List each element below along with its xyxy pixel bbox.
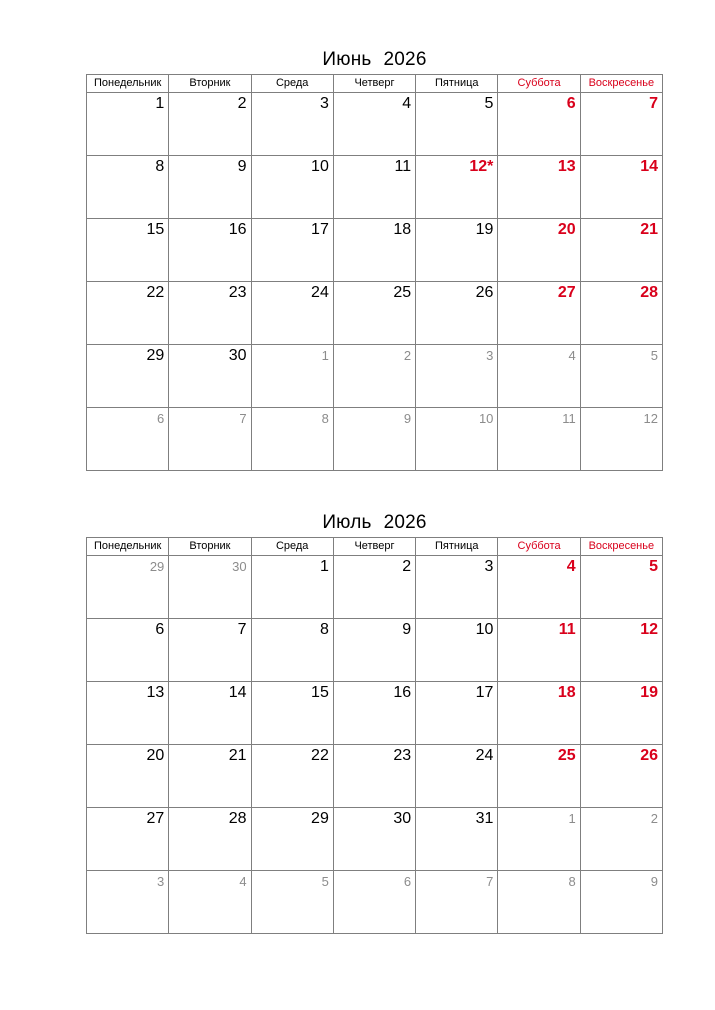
weekend-day-number: 12* [469,158,494,175]
weekend-day-number: 26 [640,747,658,764]
other-month-day-number: 1 [321,348,329,363]
day-number: 10 [311,158,329,175]
day-cell [498,745,580,808]
weekend-day-number: 11 [558,621,576,638]
calendar-month-july [86,509,663,934]
day-number: 22 [311,747,329,764]
other-month-day-number: 7 [486,874,494,889]
week-row [87,282,663,345]
day-number: 29 [311,810,329,827]
weekday-header-row [87,75,663,93]
day-number: 15 [146,221,165,238]
day-cell [251,93,333,156]
day-cell [87,408,169,471]
day-cell [333,345,415,408]
day-number: 13 [146,684,165,701]
day-number: 4 [402,95,412,112]
day-cell [333,93,415,156]
day-cell [498,408,580,471]
day-cell [251,808,333,871]
day-cell [416,619,498,682]
day-number: 24 [311,284,329,301]
weekend-day-number: 5 [649,558,658,575]
day-cell [580,682,662,745]
day-number: 17 [475,684,494,701]
day-cell [251,408,333,471]
month-name: Июнь [322,49,372,70]
day-number: 24 [475,747,494,764]
day-number: 25 [393,284,412,301]
day-number: 23 [393,747,412,764]
day-cell [333,156,415,219]
day-cell [333,682,415,745]
weekend-day-number: 28 [640,284,658,301]
weekend-day-number: 18 [557,684,576,701]
week-row [87,219,663,282]
day-cell [333,408,415,471]
day-cell [87,345,169,408]
day-cell [251,556,333,619]
day-cell [498,619,580,682]
calendar-grid [86,74,663,471]
day-cell [87,93,169,156]
day-cell [87,156,169,219]
day-cell [498,219,580,282]
weekday-header-row [87,538,663,556]
day-cell [87,745,169,808]
other-month-day-number: 9 [403,411,412,426]
weekday-tuesday: Вторник [169,75,251,93]
day-cell [416,219,498,282]
day-cell [251,745,333,808]
day-cell [580,745,662,808]
day-number: 2 [402,558,412,575]
day-number: 21 [228,747,247,764]
day-cell [580,93,662,156]
other-month-day-number: 11 [562,411,576,426]
day-cell [333,282,415,345]
day-number: 26 [475,284,494,301]
calendar-month-june [86,46,663,471]
day-number: 10 [475,621,494,638]
day-cell [416,682,498,745]
day-number: 23 [228,284,247,301]
day-cell [169,93,251,156]
day-cell [498,808,580,871]
day-number: 16 [393,684,412,701]
weekend-day-number: 27 [557,284,576,301]
day-number: 16 [228,221,247,238]
day-number: 15 [311,684,329,701]
weekday-saturday: Суббота [498,75,580,93]
day-cell [580,556,662,619]
other-month-day-number: 4 [239,874,247,889]
day-cell [498,93,580,156]
weekday-wednesday: Среда [251,538,333,556]
weekend-day-number: 25 [557,747,576,764]
week-row [87,156,663,219]
month-name: Июль [322,512,372,533]
day-cell [580,282,662,345]
day-cell [416,556,498,619]
weekend-day-number: 21 [640,221,658,238]
day-cell [333,556,415,619]
week-row [87,345,663,408]
day-number: 3 [484,558,494,575]
other-month-day-number: 6 [403,874,412,889]
calendar-grid [86,537,663,934]
day-number: 7 [237,621,247,638]
weekday-friday: Пятница [416,75,498,93]
day-cell [580,408,662,471]
weekday-thursday: Четверг [333,75,415,93]
day-cell [169,282,251,345]
day-cell [498,156,580,219]
day-cell [580,619,662,682]
day-cell [251,345,333,408]
week-row [87,93,663,156]
weekday-sunday: Воскресенье [580,538,662,556]
day-cell [169,808,251,871]
day-cell [416,808,498,871]
weekday-sunday: Воскресенье [580,75,662,93]
weekend-day-number: 7 [649,95,658,112]
weekend-day-number: 19 [640,684,658,701]
day-cell [169,345,251,408]
other-month-day-number: 30 [232,559,247,574]
weekend-day-number: 4 [566,558,576,575]
other-month-day-number: 2 [403,348,412,363]
day-cell [169,556,251,619]
other-month-day-number: 4 [568,348,576,363]
day-cell [333,871,415,934]
week-row [87,745,663,808]
day-cell [580,871,662,934]
day-cell [251,619,333,682]
other-month-day-number: 10 [478,411,494,426]
day-number: 22 [146,284,165,301]
other-month-day-number: 9 [650,874,658,889]
day-cell [416,871,498,934]
day-number: 18 [393,221,412,238]
other-month-day-number: 5 [321,874,329,889]
other-month-day-number: 1 [568,811,576,826]
day-cell [169,745,251,808]
day-number: 8 [319,621,329,638]
day-number: 6 [155,621,165,638]
day-cell [87,808,169,871]
day-cell [251,219,333,282]
weekday-saturday: Суббота [498,538,580,556]
day-cell [87,282,169,345]
other-month-day-number: 12 [643,411,658,426]
day-cell [498,682,580,745]
day-cell [580,156,662,219]
day-cell [416,408,498,471]
day-cell [251,871,333,934]
weekend-day-number: 6 [566,95,576,112]
other-month-day-number: 8 [321,411,329,426]
month-year: 2026 [383,512,427,533]
weekday-monday: Понедельник [87,75,169,93]
day-number: 1 [319,558,329,575]
day-cell [169,408,251,471]
calendar-weeks [87,556,663,934]
weekday-friday: Пятница [416,538,498,556]
calendar-weeks [87,93,663,471]
day-cell [416,156,498,219]
day-number: 2 [237,95,247,112]
day-cell [87,682,169,745]
week-row [87,808,663,871]
day-cell [169,156,251,219]
weekend-day-number: 12 [640,621,658,638]
day-number: 3 [319,95,329,112]
day-cell [416,345,498,408]
weekend-day-number: 14 [640,158,658,175]
day-cell [87,619,169,682]
other-month-day-number: 7 [239,411,247,426]
other-month-day-number: 6 [157,411,165,426]
day-cell [333,808,415,871]
day-number: 27 [146,810,165,827]
day-cell [251,282,333,345]
day-number: 1 [155,95,165,112]
day-cell [169,682,251,745]
day-cell [416,93,498,156]
day-number: 31 [475,810,494,827]
other-month-day-number: 5 [650,348,658,363]
day-number: 28 [228,810,247,827]
day-number: 8 [155,158,165,175]
day-number: 9 [402,621,412,638]
day-cell [580,219,662,282]
day-cell [169,871,251,934]
day-cell [87,556,169,619]
day-cell [333,219,415,282]
day-cell [87,871,169,934]
day-cell [580,345,662,408]
weekend-day-number: 20 [557,221,576,238]
day-cell [498,282,580,345]
other-month-day-number: 29 [149,559,165,574]
week-row [87,682,663,745]
day-number: 5 [484,95,494,112]
day-number: 14 [228,684,247,701]
day-number: 20 [146,747,165,764]
week-row [87,871,663,934]
day-number: 30 [393,810,412,827]
day-cell [416,745,498,808]
weekday-monday: Понедельник [87,538,169,556]
other-month-day-number: 8 [568,874,576,889]
week-row [87,408,663,471]
day-number: 30 [228,347,247,364]
day-cell [498,556,580,619]
month-year: 2026 [383,49,427,70]
day-cell [580,808,662,871]
week-row [87,556,663,619]
day-cell [333,745,415,808]
other-month-day-number: 2 [650,811,658,826]
other-month-day-number: 3 [486,348,494,363]
day-cell [251,682,333,745]
day-number: 9 [237,158,247,175]
day-cell [333,619,415,682]
month-title [86,46,663,74]
week-row [87,619,663,682]
day-cell [416,282,498,345]
day-cell [169,219,251,282]
day-cell [169,619,251,682]
day-number: 19 [475,221,494,238]
month-title [86,509,663,537]
day-number: 11 [394,158,412,175]
day-cell [498,345,580,408]
weekday-thursday: Четверг [333,538,415,556]
day-number: 17 [311,221,329,238]
weekday-wednesday: Среда [251,75,333,93]
day-cell [251,156,333,219]
day-cell [87,219,169,282]
weekday-tuesday: Вторник [169,538,251,556]
day-number: 29 [146,347,165,364]
other-month-day-number: 3 [157,874,165,889]
day-cell [498,871,580,934]
weekend-day-number: 13 [557,158,576,175]
